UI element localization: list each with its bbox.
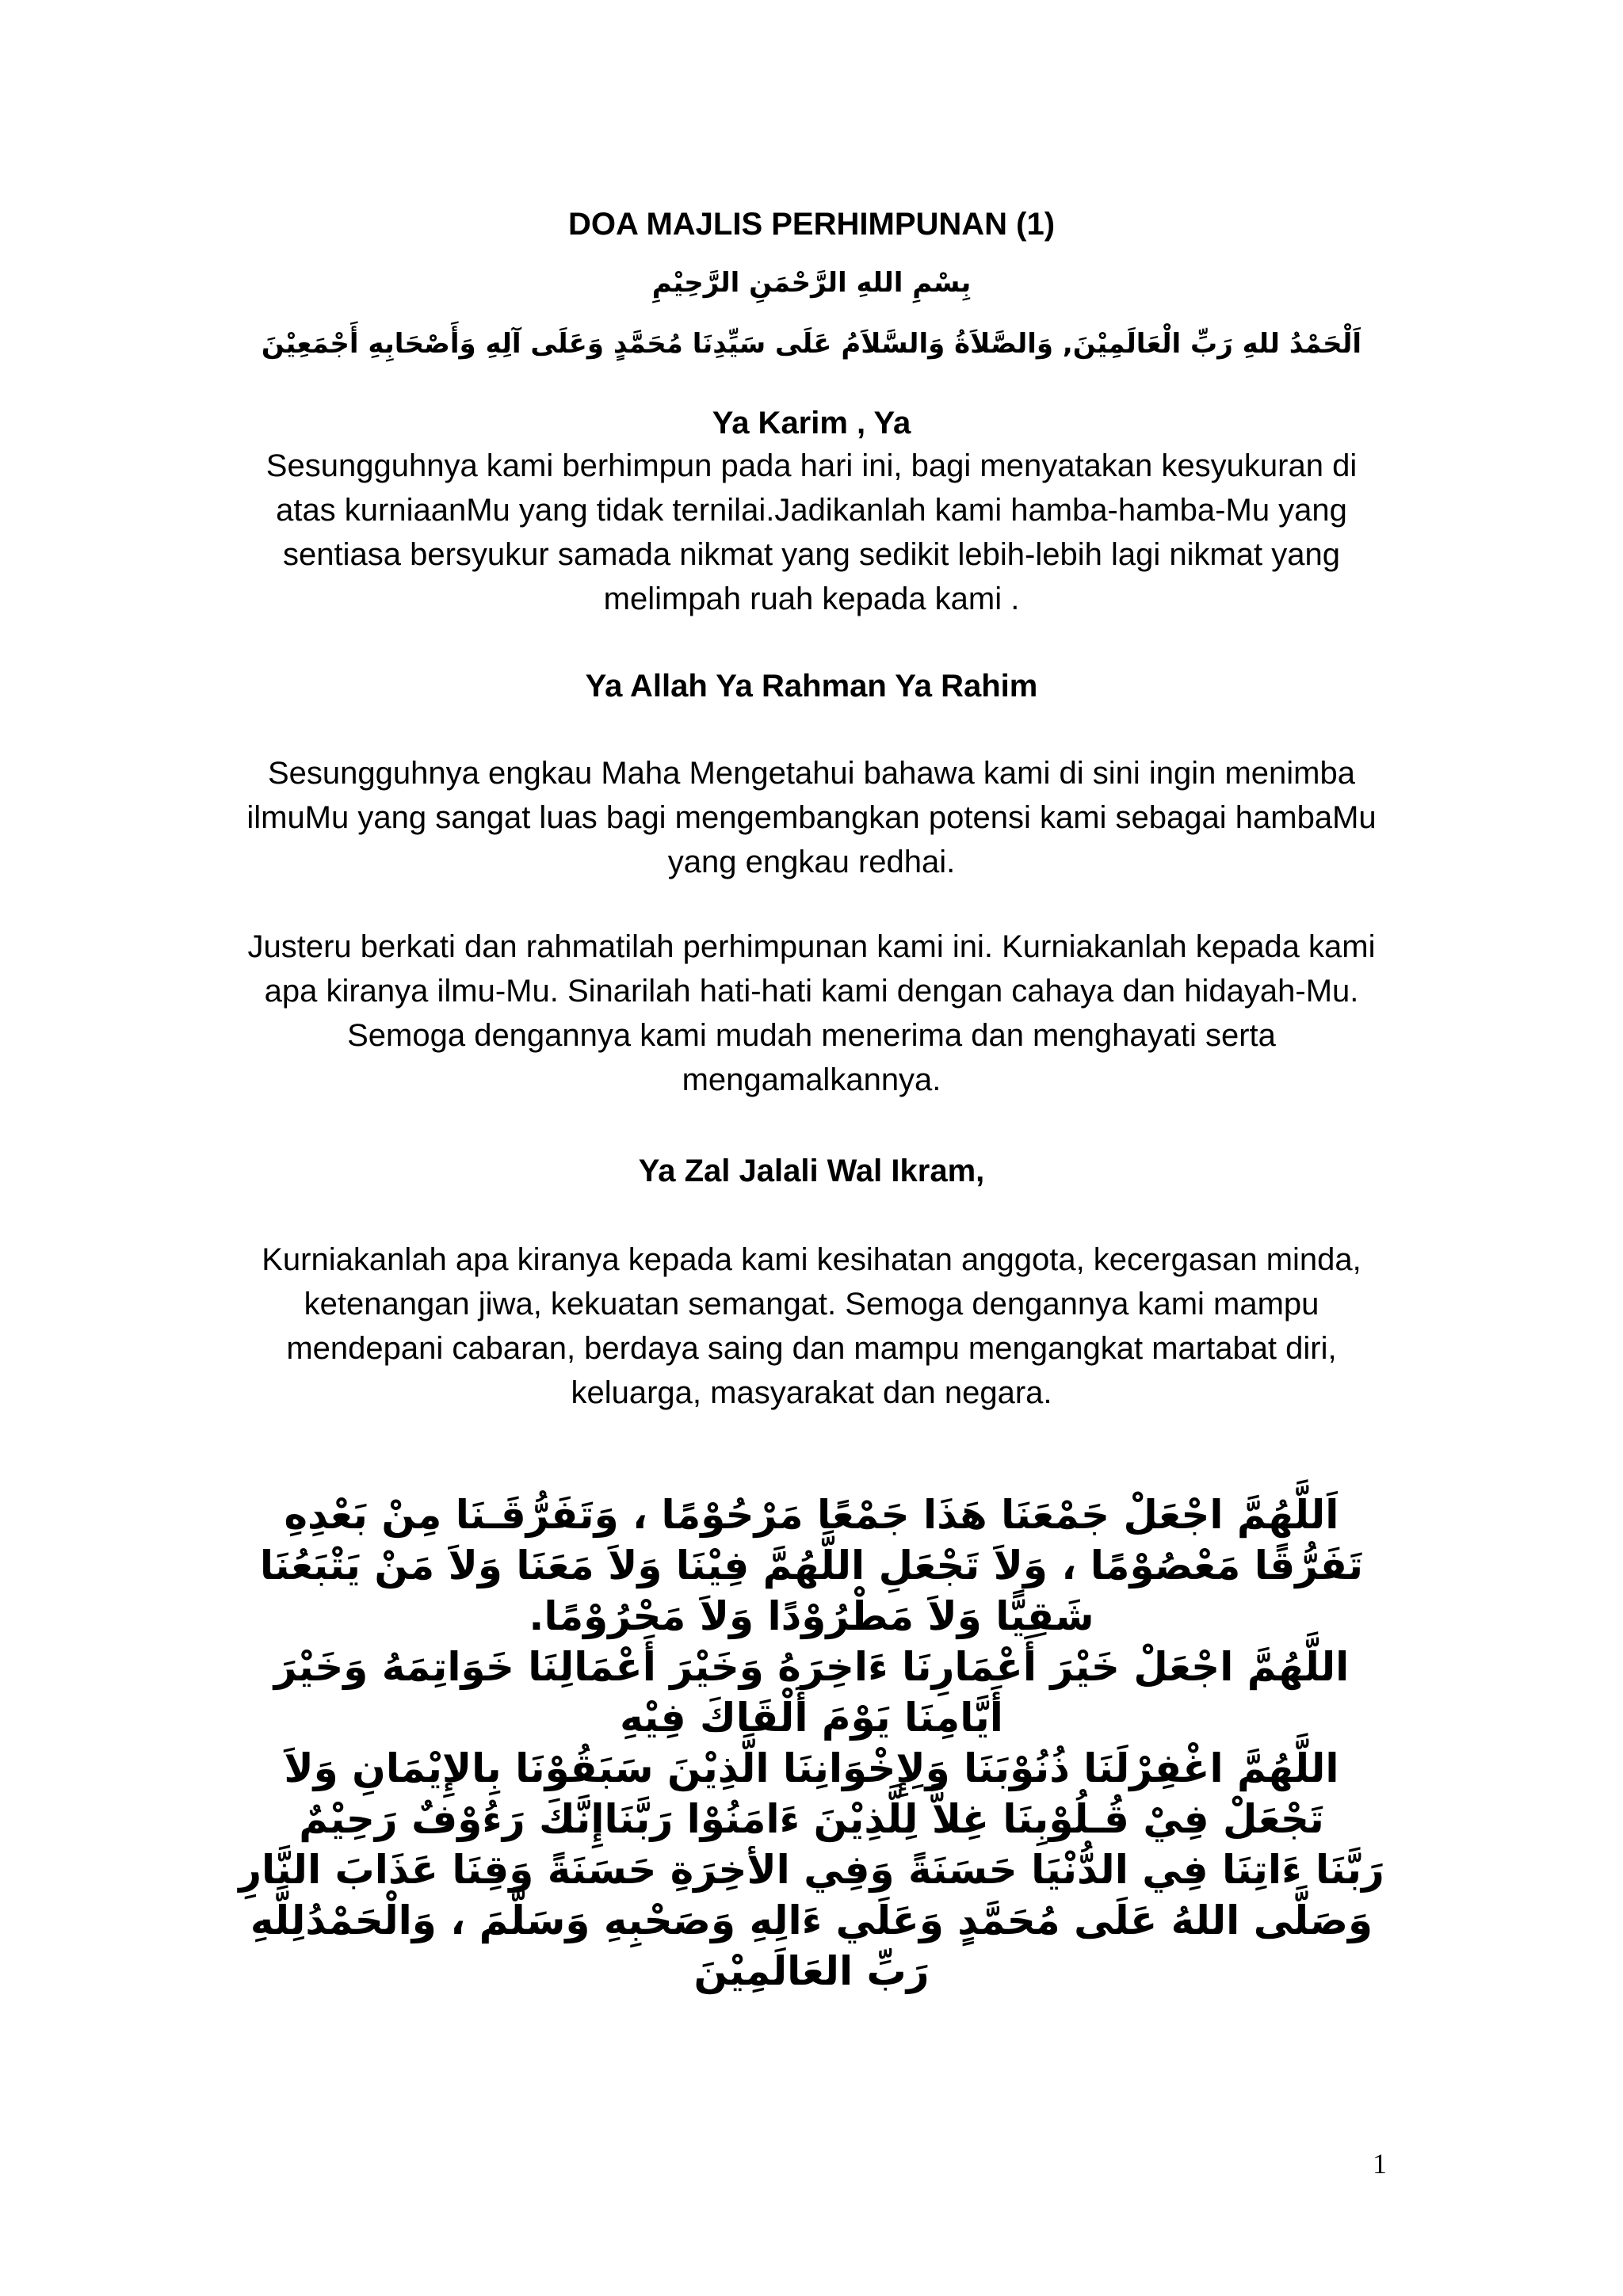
paragraph bbox=[0, 751, 1623, 884]
closing-doa-line: اللَّهُمَّ اغْفِرْلَنَا ذُنُوْبَنَا وَلِإِخْوَانِنَا الَّذِيْنَ سَبَقُوْنَا بِالإِيْمَانِ وَلاَ bbox=[284, 1745, 1339, 1791]
paragraph bbox=[0, 1238, 1623, 1415]
basmala-block bbox=[98, 261, 1525, 305]
paragraph-line: mendepani cabaran, berdaya saing dan mampu mengangkat martabat diri, bbox=[286, 1331, 1337, 1366]
section-heading: Ya Karim , Ya bbox=[712, 406, 911, 441]
closing-doa-line: شَقِيًّا وَلاَ مَطْرُوْدًا وَلاَ مَحْرُوْمًا. bbox=[529, 1593, 1094, 1639]
paragraph-line: Semoga dengannya kami mudah menerima dan menghayati serta bbox=[347, 1018, 1276, 1053]
closing-doa-line: اَللَّهُمَّ اجْعَلْ جَمْعَنَا هَذَا جَمْعًا مَرْحُوْمًا ، وَتَفَرُّقَـنَا مِنْ بَعْدِهِ bbox=[284, 1492, 1339, 1538]
paragraph-line: melimpah ruah kepada kami . bbox=[603, 582, 1020, 616]
closing-doa-line: وَصَلَّى اللهُ عَلَى مُحَمَّدٍ وَعَلَي ءَالِهِ وَصَحْبِهِ وَسَلَّمَ ، وَالْحَمْدُلِلَّهِ bbox=[250, 1897, 1373, 1943]
paragraph-line: mengamalkannya. bbox=[682, 1062, 941, 1097]
closing-doa-line: رَبِّ العَالَمِيْنَ bbox=[693, 1948, 930, 1994]
closing-doa-line: تَجْعَلْ فِيْ قُـلُوْبِنَا غِلاًّ لِلَّذِيْنَ ءَامَنُوْا رَبَّنَاإِنَّكَ رَءُوْفٌ رَحِيْمٌ bbox=[299, 1796, 1324, 1842]
paragraph-line: yang engkau redhai. bbox=[667, 845, 956, 879]
section-heading-block bbox=[0, 1149, 1623, 1193]
title-block bbox=[0, 202, 1623, 246]
page-number: 1 bbox=[1373, 2148, 1387, 2180]
paragraph-line: sentiasa bersyukur samada nikmat yang sedikit lebih-lebih lagi nikmat yang bbox=[282, 537, 1341, 572]
paragraph-line: Sesungguhnya kami berhimpun pada hari ini, bagi menyatakan kesyukuran di bbox=[265, 448, 1358, 483]
section-heading-block bbox=[0, 664, 1623, 708]
basmala-line: بِسْمِ اللهِ الرَّحْمَنِ الرَّحِيْمِ bbox=[651, 267, 972, 299]
closing-doa-line: أَيَّامِنَا يَوْمَ أَلْقَاكَ فِيْهِ bbox=[620, 1695, 1003, 1741]
document-title: DOA MAJLIS PERHIMPUNAN (1) bbox=[567, 207, 1056, 242]
paragraph-line: Sesungguhnya engkau Maha Mengetahui bahawa kami di sini ingin menimba bbox=[268, 756, 1355, 791]
paragraph-line: apa kiranya ilmu-Mu. Sinarilah hati-hati kami dengan cahaya dan hidayah-Mu. bbox=[264, 974, 1359, 1009]
paragraph-line: ilmuMu yang sangat luas bagi mengembangkan potensi kami sebagai hambaMu bbox=[246, 800, 1377, 835]
closing-doa-line: اللَّهُمَّ اجْعَلْ خَيْرَ أَعْمَارِنَا ءَاخِرَهُ وَخَيْرَ أَعْمَالِنَا خَوَاتِمَهُ وَخَيْرَ bbox=[273, 1644, 1350, 1690]
closing-doa-block bbox=[193, 1489, 1430, 1997]
opening-praise-line: اَلْحَمْدُ للهِ رَبِّ الْعَالَمِيْنَ, وَالصَّلاَةُ وَالسَّلاَمُ عَلَى سَيِّدِنَا مُحَمَّدٍ وَعَلَى آلِهِ وَأَصْحَابِهِ أَجْمَعِيْنَ bbox=[261, 328, 1362, 360]
section-heading: Ya Allah Ya Rahman Ya Rahim bbox=[585, 669, 1038, 704]
paragraph-line: Kurniakanlah apa kiranya kepada kami kesihatan anggota, kecergasan minda, bbox=[262, 1242, 1361, 1277]
closing-doa-line: تَفَرُّقًا مَعْصُوْمًا ، وَلاَ تَجْعَلِ اللَّهُمَّ فِيْنَا وَلاَ مَعَنَا وَلاَ مَنْ يَتْبَعُنَا bbox=[259, 1543, 1364, 1589]
paragraph-line: Justeru berkati dan rahmatilah perhimpunan kami ini. Kurniakanlah kepada kami bbox=[247, 929, 1376, 964]
paragraph-line: keluarga, masyarakat dan negara. bbox=[571, 1375, 1052, 1410]
paragraph-line: atas kurniaanMu yang tidak ternilai.Jadikanlah kami hamba-hamba-Mu yang bbox=[276, 493, 1347, 528]
closing-doa-line: رَبَّنَا ءَاتِنَا فِي الدُّنْيَا حَسَنَةً وَفِي الأخِرَةِ حَسَنَةً وَقِنَا عَذَابَ النَّارِ bbox=[239, 1847, 1384, 1893]
paragraph bbox=[0, 925, 1623, 1102]
opening-praise-block bbox=[98, 322, 1525, 366]
section-heading-block bbox=[0, 401, 1623, 445]
paragraph bbox=[0, 444, 1623, 621]
section-heading: Ya Zal Jalali Wal Ikram, bbox=[638, 1154, 985, 1188]
paragraph-line: ketenangan jiwa, kekuatan semangat. Semoga dengannya kami mampu bbox=[304, 1287, 1319, 1322]
